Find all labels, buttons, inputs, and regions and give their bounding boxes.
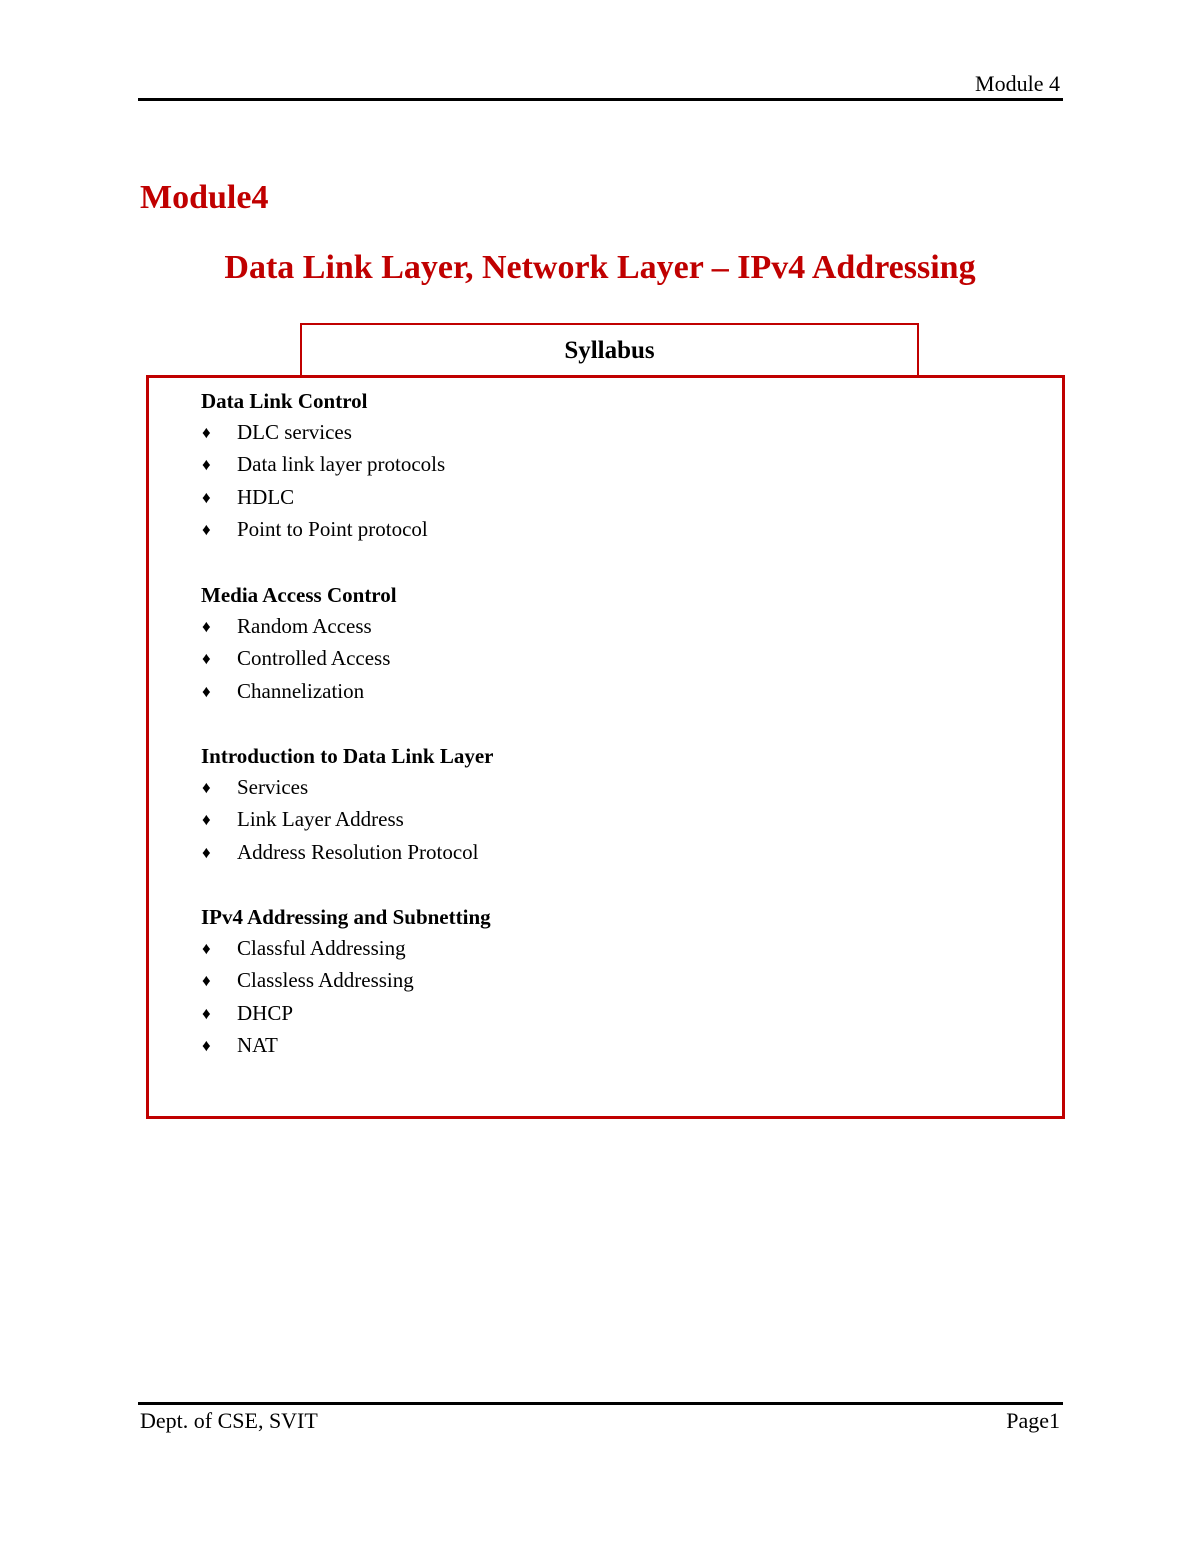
list-item <box>201 610 397 643</box>
list-item <box>201 965 491 998</box>
list-item-label: Address Resolution Protocol <box>237 839 479 864</box>
list-item-label: HDLC <box>237 484 295 509</box>
diamond-bullet-icon: ♦ <box>202 616 211 636</box>
list-item <box>201 932 491 965</box>
list-item-label: DHCP <box>237 1000 294 1025</box>
diamond-bullet-icon: ♦ <box>202 649 211 669</box>
list-item <box>201 643 397 676</box>
list-item-label: Classless Addressing <box>237 968 414 993</box>
list-item-label: Point to Point protocol <box>237 517 428 542</box>
list-item-label: Controlled Access <box>237 646 391 671</box>
list-item <box>201 449 445 482</box>
diamond-bullet-icon: ♦ <box>202 455 211 475</box>
diamond-bullet-icon: ♦ <box>202 520 211 540</box>
diamond-bullet-icon: ♦ <box>202 681 211 701</box>
list-item <box>201 1030 491 1063</box>
syllabus-section <box>201 902 491 1062</box>
diamond-bullet-icon: ♦ <box>202 1003 211 1023</box>
footer-rule <box>138 1402 1063 1405</box>
running-header: Module 4 <box>975 71 1060 96</box>
section-heading: Media Access Control <box>201 583 397 607</box>
section-heading: Data Link Control <box>201 389 368 413</box>
section-heading: Introduction to Data Link Layer <box>201 744 494 768</box>
list-item-label: DLC services <box>237 419 352 444</box>
syllabus-box <box>146 375 1065 1119</box>
syllabus-tab <box>300 323 919 377</box>
list-item <box>201 514 445 547</box>
list-item <box>201 804 493 837</box>
header-rule <box>138 98 1063 101</box>
section-heading: IPv4 Addressing and Subnetting <box>201 905 491 929</box>
diamond-bullet-icon: ♦ <box>202 422 211 442</box>
list-item-label: NAT <box>237 1033 278 1058</box>
diamond-bullet-icon: ♦ <box>202 810 211 830</box>
syllabus-section <box>201 580 397 708</box>
list-item-label: Random Access <box>237 613 372 638</box>
list-item-label: Channelization <box>237 678 365 703</box>
syllabus-section <box>201 386 445 546</box>
list-item <box>201 416 445 449</box>
diamond-bullet-icon: ♦ <box>202 938 211 958</box>
list-item <box>201 771 493 804</box>
module-subtitle: Data Link Layer, Network Layer – IPv4 Addressing <box>224 249 976 286</box>
list-item <box>201 675 397 708</box>
module-title: Module4 <box>140 179 269 216</box>
list-item <box>201 481 445 514</box>
list-item-label: Classful Addressing <box>237 935 406 960</box>
syllabus-label: Syllabus <box>564 337 655 364</box>
diamond-bullet-icon: ♦ <box>202 842 211 862</box>
list-item-label: Data link layer protocols <box>237 452 446 477</box>
list-item <box>201 997 491 1030</box>
footer-page-number: Page1 <box>1006 1408 1060 1433</box>
diamond-bullet-icon: ♦ <box>202 1036 211 1056</box>
list-item-label: Services <box>237 774 309 799</box>
diamond-bullet-icon: ♦ <box>202 777 211 797</box>
diamond-bullet-icon: ♦ <box>202 487 211 507</box>
diamond-bullet-icon: ♦ <box>202 971 211 991</box>
footer-department: Dept. of CSE, SVIT <box>140 1408 318 1433</box>
list-item <box>201 836 493 869</box>
syllabus-section <box>201 741 493 869</box>
list-item-label: Link Layer Address <box>237 807 404 832</box>
